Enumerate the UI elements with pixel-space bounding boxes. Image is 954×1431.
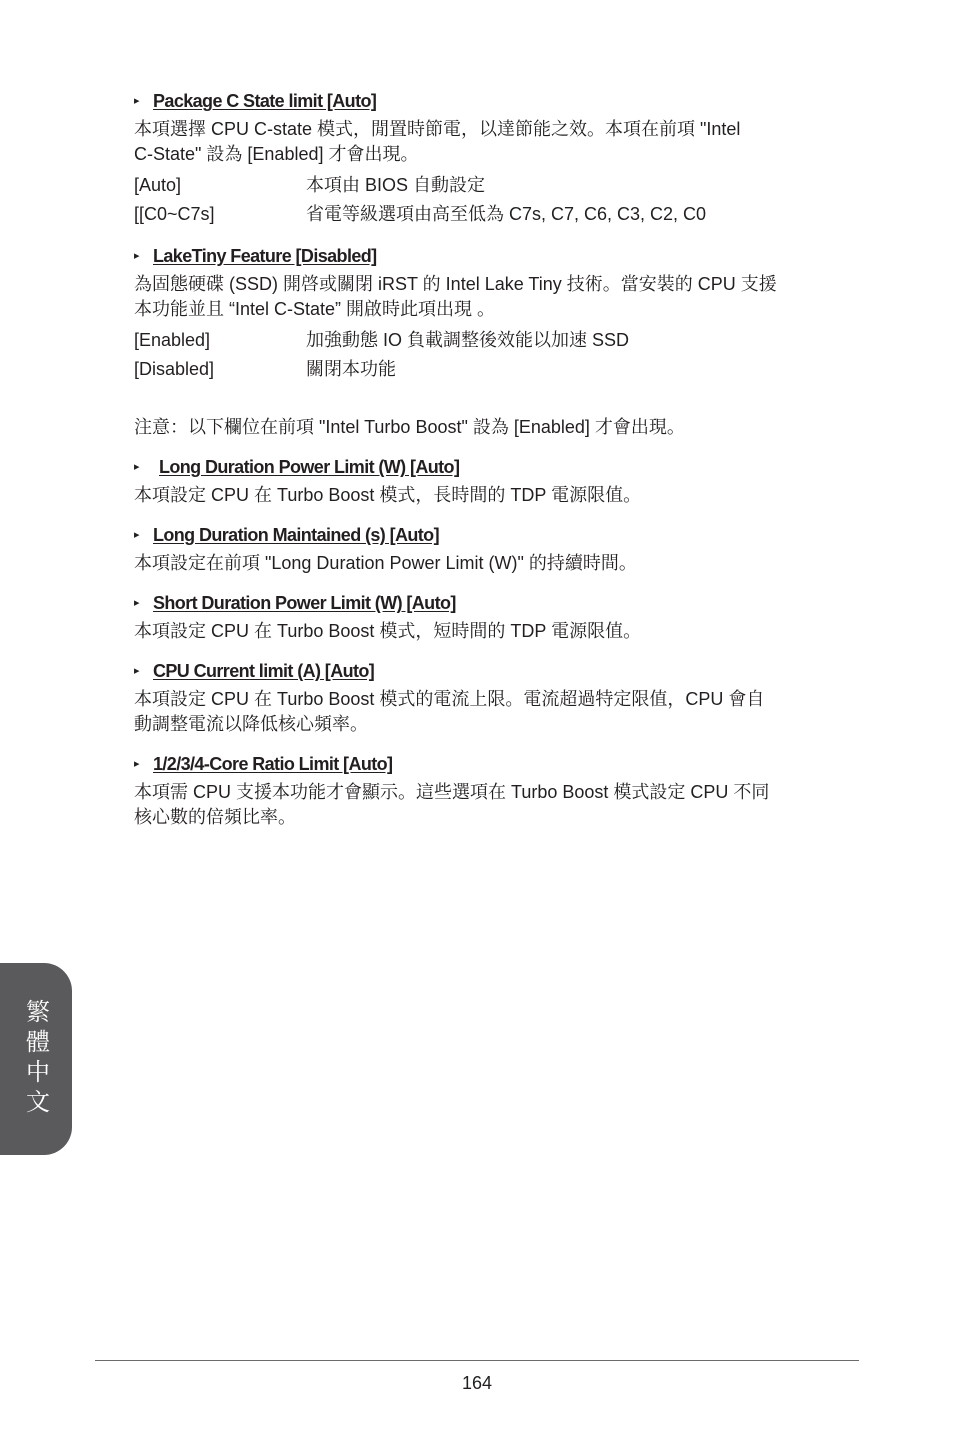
option-desc: 省電等級選項由高至低為 C7s, C7, C6, C3, C2, C0 xyxy=(306,204,707,224)
description-line: 本項設定在前項 "Long Duration Power Limit (W)" 的持續時間。 xyxy=(134,553,637,573)
section-description xyxy=(134,780,864,830)
section-long-duration-power-limit xyxy=(134,454,864,508)
section-heading xyxy=(134,751,864,777)
description-line: C-State" 設為 [Enabled] 才會出現。 xyxy=(134,144,419,164)
description-line: 為固態硬碟 (SSD) 開啓或關閉 iRST 的 Intel Lake Tiny 技術。當安裝的 CPU 支援 xyxy=(134,274,777,294)
section-long-duration-maintained xyxy=(134,522,864,576)
description-line: 動調整電流以降低核心頻率。 xyxy=(134,714,368,734)
section-description xyxy=(134,483,864,508)
footer-divider xyxy=(95,1360,859,1361)
section-description xyxy=(134,272,864,322)
description-line: 本項選擇 CPU C-state 模式，閒置時節電，以達節能之效。本項在前項 "Intel xyxy=(134,119,741,139)
triangle-bullet-icon: ▸ xyxy=(134,597,139,609)
manual-content xyxy=(134,88,864,844)
triangle-bullet-icon: ▸ xyxy=(134,529,139,541)
section-description xyxy=(134,551,864,576)
section-heading xyxy=(134,658,864,684)
section-heading xyxy=(134,522,864,548)
description-line: 核心數的倍頻比率。 xyxy=(134,807,296,827)
section-heading xyxy=(134,88,864,114)
triangle-bullet-icon: ▸ xyxy=(134,250,139,262)
option-row xyxy=(134,200,864,229)
option-desc: 關閉本功能 xyxy=(306,359,396,379)
heading-text: CPU Current limit (A) [Auto] xyxy=(153,661,375,681)
description-line: 本項設定 CPU 在 Turbo Boost 模式的電流上限。電流超過特定限值，CPU 會自 xyxy=(134,689,765,709)
section-heading xyxy=(134,243,864,269)
option-key: [[C0~C7s] xyxy=(134,204,215,224)
language-side-tab xyxy=(0,963,72,1155)
section-heading xyxy=(134,590,864,616)
heading-text: 1/2/3/4-Core Ratio Limit [Auto] xyxy=(153,754,393,774)
triangle-bullet-icon: ▸ xyxy=(134,461,139,473)
turbo-note: 注意：以下欄位在前項 "Intel Turbo Boost" 設為 [Enabled] 才會出現。 xyxy=(134,417,685,437)
description-line: 本項需 CPU 支援本功能才會顯示。這些選項在 Turbo Boost 模式設定 CPU 不同 xyxy=(134,782,770,802)
section-cpu-current-limit xyxy=(134,658,864,737)
description-line: 本項設定 CPU 在 Turbo Boost 模式，短時間的 TDP 電源限值。 xyxy=(134,621,642,641)
option-key: [Disabled] xyxy=(134,359,215,379)
section-description xyxy=(134,619,864,644)
heading-text: Short Duration Power Limit (W) [Auto] xyxy=(153,593,456,613)
section-description xyxy=(134,687,864,737)
page-number: 164 xyxy=(461,1373,493,1393)
option-list xyxy=(134,171,864,229)
description-line: 本項設定 CPU 在 Turbo Boost 模式，長時間的 TDP 電源限值。 xyxy=(134,485,642,505)
heading-text: Long Duration Power Limit (W) [Auto] xyxy=(159,457,460,477)
option-row xyxy=(134,326,864,355)
option-row xyxy=(134,355,864,384)
description-line: 本功能並且 “Intel C-State” 開啟時此項出現 。 xyxy=(134,299,496,319)
option-key: [Auto] xyxy=(134,175,182,195)
option-desc: 加強動態 IO 負載調整後效能以加速 SSD xyxy=(306,330,630,350)
option-desc: 本項由 BIOS 自動設定 xyxy=(306,175,486,195)
option-row xyxy=(134,171,864,200)
heading-text: Long Duration Maintained (s) [Auto] xyxy=(153,525,439,545)
heading-text: Package C State limit [Auto] xyxy=(153,91,377,111)
triangle-bullet-icon: ▸ xyxy=(134,95,139,107)
section-description xyxy=(134,117,864,167)
section-package-c-state xyxy=(134,88,864,229)
triangle-bullet-icon: ▸ xyxy=(134,665,139,677)
option-list xyxy=(134,326,864,384)
heading-text: LakeTiny Feature [Disabled] xyxy=(153,246,377,266)
section-core-ratio-limit xyxy=(134,751,864,830)
section-laketiny xyxy=(134,243,864,384)
section-heading xyxy=(134,454,864,480)
language-tab-label: 繁體中文 xyxy=(21,999,50,1119)
section-short-duration-power-limit xyxy=(134,590,864,644)
option-key: [Enabled] xyxy=(134,330,211,350)
triangle-bullet-icon: ▸ xyxy=(134,758,139,770)
